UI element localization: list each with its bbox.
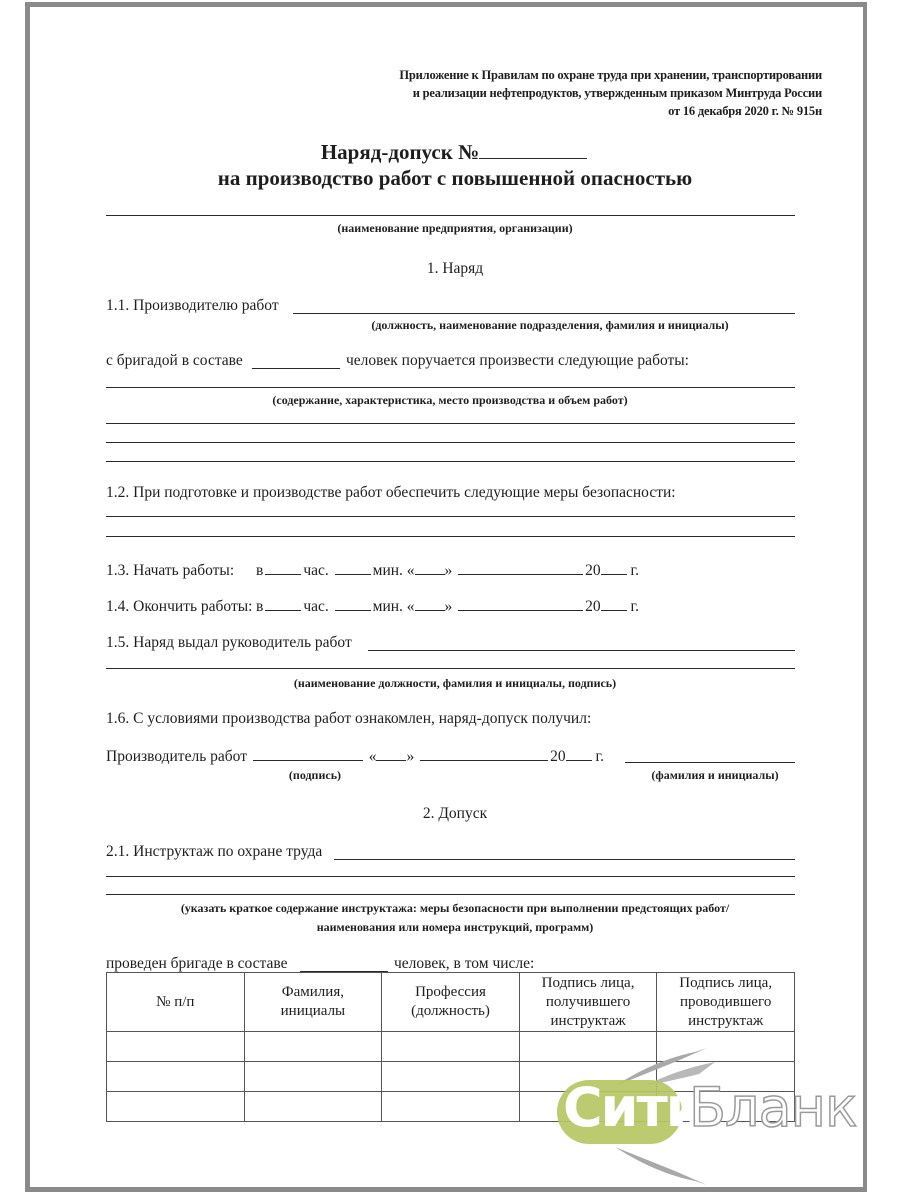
works-field-2[interactable] [106,423,795,424]
logo-text-blank: Бланк [689,1076,857,1139]
header-profession [382,973,520,1032]
brigade-size-field[interactable] [252,368,340,369]
appendix-line-1: Приложение к Правилам по охране труда при хранении, транспортировании [399,68,822,82]
start-month-field[interactable] [458,560,583,575]
end-month-field[interactable] [458,596,583,611]
swoosh-bottom-icon [595,1145,735,1185]
producer-row [106,746,604,766]
producer-signature-field[interactable] [253,746,363,761]
item-1-5-hint: (наименование должности, фамилия и инициалы, подпись) [293,676,617,690]
end-year-field[interactable] [601,596,627,611]
header-conducted-signature-label: Подпись лица, проводившего инструктаж [679,974,773,1029]
table-cell[interactable] [107,1032,245,1062]
year-suffix: г. [630,598,640,615]
end-minute-field[interactable] [335,596,371,611]
year-prefix: 20 [550,748,566,765]
safety-field-2[interactable] [106,536,795,537]
appendix-note [342,66,822,120]
item-1-2-label: 1.2. При подготовке и производстве работ обеспечить следующие меры безопасности: [106,484,676,501]
permit-number-field[interactable] [479,140,587,159]
table-cell[interactable] [382,1092,520,1122]
item-2-1-label: 2.1. Инструктаж по охране труда [106,843,323,860]
safety-field-1[interactable] [106,516,795,517]
in-label: в [256,598,264,615]
end-hour-field[interactable] [265,596,301,611]
table-header-row [107,973,795,1032]
header-received-signature [519,973,657,1032]
item-1-1-hint: (должность, наименование подразделения, фамилия и инициалы) [371,318,729,332]
minute-label: мин. [372,562,403,579]
item-1-6-label: 1.6. С условиями производства работ ознакомлен, наряд-допуск получил: [106,710,592,727]
table-cell[interactable] [244,1092,382,1122]
conducted-prefix: проведен бригаде в составе [106,955,288,972]
year-prefix: 20 [585,562,601,579]
start-minute-field[interactable] [335,560,371,575]
quote-open: « [368,748,377,765]
in-label: в [256,562,264,579]
organization-hint: (наименование предприятия, организации) [337,221,573,235]
table-cell[interactable] [107,1092,245,1122]
item-1-5-label: 1.5. Наряд выдал руководитель работ [106,634,352,651]
year-prefix: 20 [585,598,601,615]
producer-name-field[interactable] [625,762,795,763]
brigade-suffix: человек поручается произвести следующие работы: [346,352,689,369]
works-field-4[interactable] [106,461,795,462]
header-conducted-signature [657,973,795,1032]
works-field-1[interactable] [106,387,795,388]
conducted-suffix: человек, в том числе: [394,955,535,972]
quote-close: » [406,748,415,765]
hour-label: час. [303,598,329,615]
header-number-label: № п/п [156,993,195,1010]
issuer-field-2[interactable] [106,668,795,669]
header-name-label: Фамилия, инициалы [280,984,346,1019]
issuer-field-1[interactable] [368,650,795,651]
end-day-field[interactable] [415,596,445,611]
section-2-heading: 2. Допуск [422,805,488,822]
works-field-3[interactable] [106,442,795,443]
table-cell[interactable] [244,1032,382,1062]
header-received-signature-label: Подпись лица, получившего инструктаж [541,974,635,1029]
citiblank-watermark-logo [555,1050,855,1170]
appendix-line-3: от 16 декабря 2020 г. № 915н [668,104,822,118]
document-title-line-1 [100,140,810,165]
table-cell[interactable] [382,1032,520,1062]
header-number [107,973,245,1032]
brigade-prefix: с бригадой в составе [106,352,243,369]
start-year-field[interactable] [601,560,627,575]
organization-field[interactable] [106,215,795,216]
briefing-field-1[interactable] [334,859,795,860]
work-producer-field[interactable] [293,313,795,314]
start-hour-field[interactable] [265,560,301,575]
logo-text-siti: Сити [563,1076,702,1139]
producer-month-field[interactable] [420,746,548,761]
hour-label: час. [303,562,329,579]
table-cell[interactable] [107,1062,245,1092]
producer-year-field[interactable] [566,746,592,761]
minute-label: мин. [372,598,403,615]
header-profession-label: Профессия (должность) [411,984,490,1019]
start-day-field[interactable] [415,560,445,575]
producer-label: Производитель работ [106,748,247,765]
item-1-4-label: 1.4. Окончить работы: [106,598,253,615]
header-name [244,973,382,1032]
item-1-3-label: 1.3. Начать работы: [106,562,235,579]
year-suffix: г. [595,748,604,765]
quote-open: « [406,562,415,579]
briefing-hint-2: наименования или номера инструкций, программ) [316,920,594,934]
title-text: Наряд-допуск № [320,140,480,164]
briefing-field-3[interactable] [106,894,795,895]
table-cell[interactable] [382,1062,520,1092]
quote-open: « [406,598,415,615]
briefing-field-2[interactable] [106,876,795,877]
works-hint: (содержание, характеристика, место производства и объем работ) [272,393,628,407]
section-1-heading: 1. Наряд [426,260,484,277]
table-cell[interactable] [244,1062,382,1092]
item-1-3-row [106,560,639,580]
appendix-line-2: и реализации нефтепродуктов, утвержденным приказом Минтруда России [412,86,822,100]
item-1-4-row [106,596,639,616]
name-hint: (фамилия и инициалы) [651,768,779,782]
briefing-hint-1: (указать краткое содержание инструктажа: меры безопасности при выполнении предстоящих работ/ [180,901,730,915]
quote-close: » [444,598,453,615]
document-title-line-2: на производство работ с повышенной опасностью [217,166,693,190]
signature-hint: (подпись) [288,768,342,782]
quote-close: » [444,562,453,579]
item-1-1-label: 1.1. Производителю работ [106,297,279,314]
year-suffix: г. [630,562,640,579]
producer-day-field[interactable] [376,746,406,761]
